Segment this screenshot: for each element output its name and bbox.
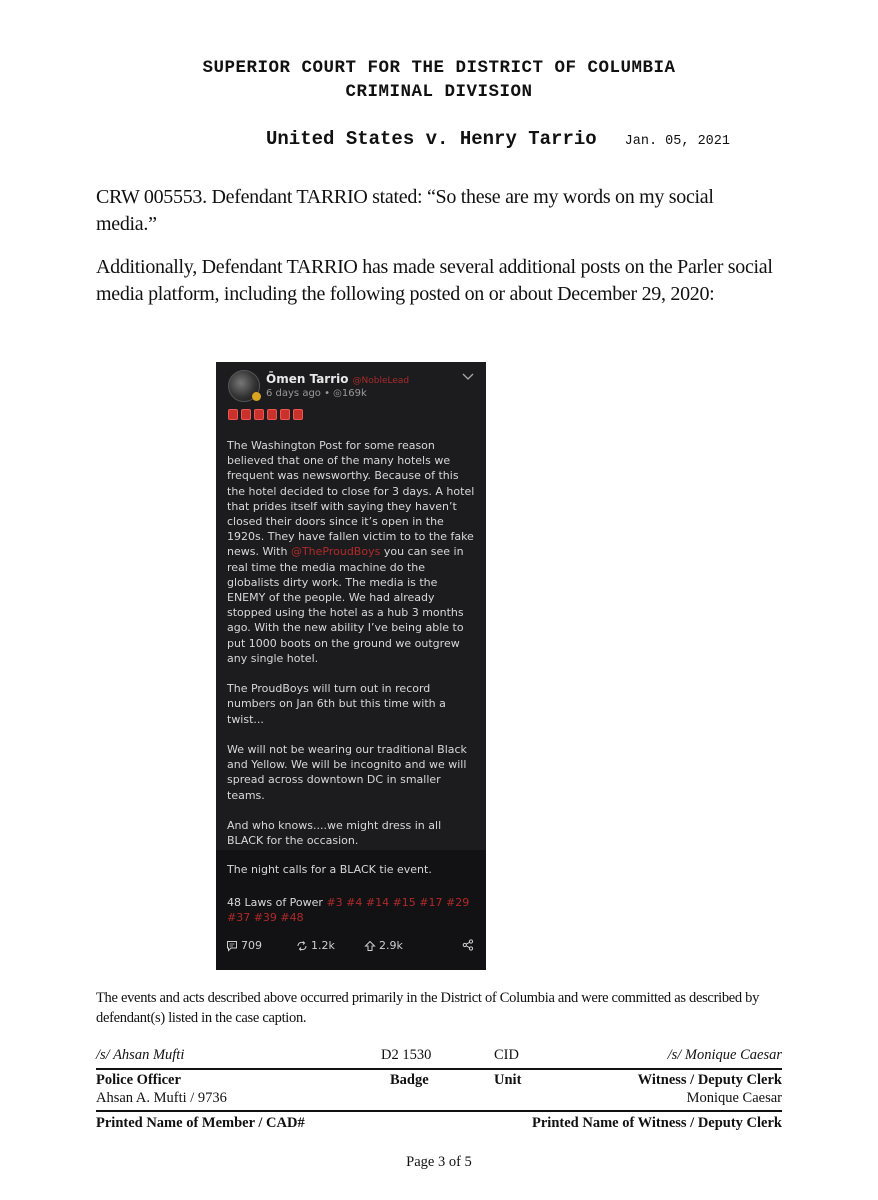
post-mention: @TheProudBoys bbox=[290, 545, 381, 559]
printed-name-labels-row bbox=[96, 1115, 782, 1133]
case-date: Jan. 05, 2021 bbox=[624, 134, 730, 149]
post-actions bbox=[226, 939, 476, 955]
post-hashtags bbox=[227, 895, 477, 925]
officer-signature: /s/ Ahsan Mufti bbox=[96, 1047, 185, 1063]
witness-label: Witness / Deputy Clerk bbox=[637, 1072, 782, 1088]
printed-witness-label: Printed Name of Witness / Deputy Clerk bbox=[532, 1115, 782, 1131]
additional-posts-paragraph: Additionally, Defendant TARRIO has made several additional posts on the Parler social media platform, including the following posted on or about December 29, 2020: bbox=[96, 256, 773, 305]
post-paragraph-text: you can see in real time the media machine do the globalists dirty work. The media is the ENEMY of the people. We had already stopped using the hotel as a hub 3 months ago. With the new ability I’ve being able to put 1000 boots on the ground we outgrew any single hotel. bbox=[227, 545, 464, 665]
flag-icon bbox=[293, 409, 303, 420]
printed-member-label: Printed Name of Member / CAD# bbox=[96, 1115, 305, 1131]
badge-number: D2 1530 bbox=[381, 1047, 432, 1063]
post-paragraph-text: And who knows....we might dress in all BLACK for the occasion. bbox=[227, 819, 442, 848]
unit-value: CID bbox=[494, 1047, 519, 1063]
printed-names-row bbox=[96, 1090, 782, 1108]
badge-label: Badge bbox=[390, 1072, 429, 1088]
author-name: Ōmen Tarrio bbox=[266, 372, 349, 386]
court-header bbox=[0, 56, 878, 104]
echo-count: 1.2k bbox=[311, 939, 335, 952]
hashtag-list: #3 #4 #14 #15 #17 #29 #37 #39 #48 bbox=[227, 896, 470, 925]
flag-icon bbox=[267, 409, 277, 420]
flag-emoji-row bbox=[228, 409, 303, 420]
laws-label: 48 Laws of Power bbox=[227, 896, 327, 909]
unit-label: Unit bbox=[494, 1072, 522, 1088]
witness-signature: /s/ Monique Caesar bbox=[667, 1047, 782, 1063]
divider bbox=[96, 1110, 782, 1112]
share-action bbox=[462, 939, 474, 951]
flag-icon bbox=[254, 409, 264, 420]
author-handle: @NobleLead bbox=[352, 376, 410, 386]
flag-icon bbox=[280, 409, 290, 420]
post-author bbox=[266, 372, 409, 386]
chevron-down-icon bbox=[462, 370, 474, 384]
officer-printed-name: Ahsan A. Mufti / 9736 bbox=[96, 1090, 227, 1106]
echo-icon bbox=[296, 940, 308, 952]
court-name: SUPERIOR COURT FOR THE DISTRICT OF COLUMBIA bbox=[202, 58, 676, 78]
post-meta: 6 days ago • ◎169k bbox=[266, 388, 367, 399]
post-paragraph-text: The ProudBoys will turn out in record numbers on Jan 6th but this time with a twist... bbox=[227, 682, 446, 726]
echo-action bbox=[296, 939, 335, 952]
flag-icon bbox=[228, 409, 238, 420]
witness-printed-name: Monique Caesar bbox=[686, 1090, 782, 1106]
officer-label: Police Officer bbox=[96, 1072, 181, 1088]
post-paragraph-text: We will not be wearing our traditional Black and Yellow. We will be incognito and we will spread across downtown DC in smaller teams. bbox=[227, 743, 467, 802]
post-paragraph bbox=[227, 438, 477, 666]
parler-post-screenshot bbox=[216, 362, 486, 970]
post-paragraph bbox=[227, 742, 477, 803]
share-icon bbox=[462, 939, 474, 951]
post-paragraph-text: The Washington Post for some reason believed that one of the many hotels we frequent was newsworthy. Because of this the hotel decided to close for 3 days. A hotel that prides itself with saying they haven’t closed their doors since it’s open in the 1920s. They have fallen victim to to the fake news. With bbox=[227, 439, 475, 559]
verified-badge-icon bbox=[252, 392, 261, 401]
post-paragraph bbox=[227, 681, 477, 727]
case-caption bbox=[266, 128, 730, 150]
comment-count: 709 bbox=[241, 939, 262, 952]
upvote-action bbox=[364, 939, 403, 952]
post-paragraph bbox=[227, 818, 477, 848]
court-division: CRIMINAL DIVISION bbox=[345, 82, 533, 102]
upvote-count: 2.9k bbox=[379, 939, 403, 952]
comment-action bbox=[226, 939, 262, 952]
post-text bbox=[227, 438, 477, 864]
statement-paragraph: CRW 005553. Defendant TARRIO stated: “So these are my words on my social media.” bbox=[96, 186, 714, 235]
upvote-arrow-icon bbox=[364, 940, 376, 952]
flag-icon bbox=[241, 409, 251, 420]
signature-labels-row bbox=[96, 1072, 782, 1090]
case-title: United States v. Henry Tarrio bbox=[266, 128, 597, 150]
post-tail-text: The night calls for a BLACK tie event. bbox=[227, 863, 432, 876]
comment-icon bbox=[226, 940, 238, 952]
page-number: Page 3 of 5 bbox=[406, 1154, 472, 1170]
divider bbox=[96, 1068, 782, 1070]
closing-statement: The events and acts described above occurred primarily in the District of Columbia and were committed as described by defendant(s) listed in the case caption. bbox=[96, 990, 760, 1026]
signature-row bbox=[96, 1047, 782, 1065]
